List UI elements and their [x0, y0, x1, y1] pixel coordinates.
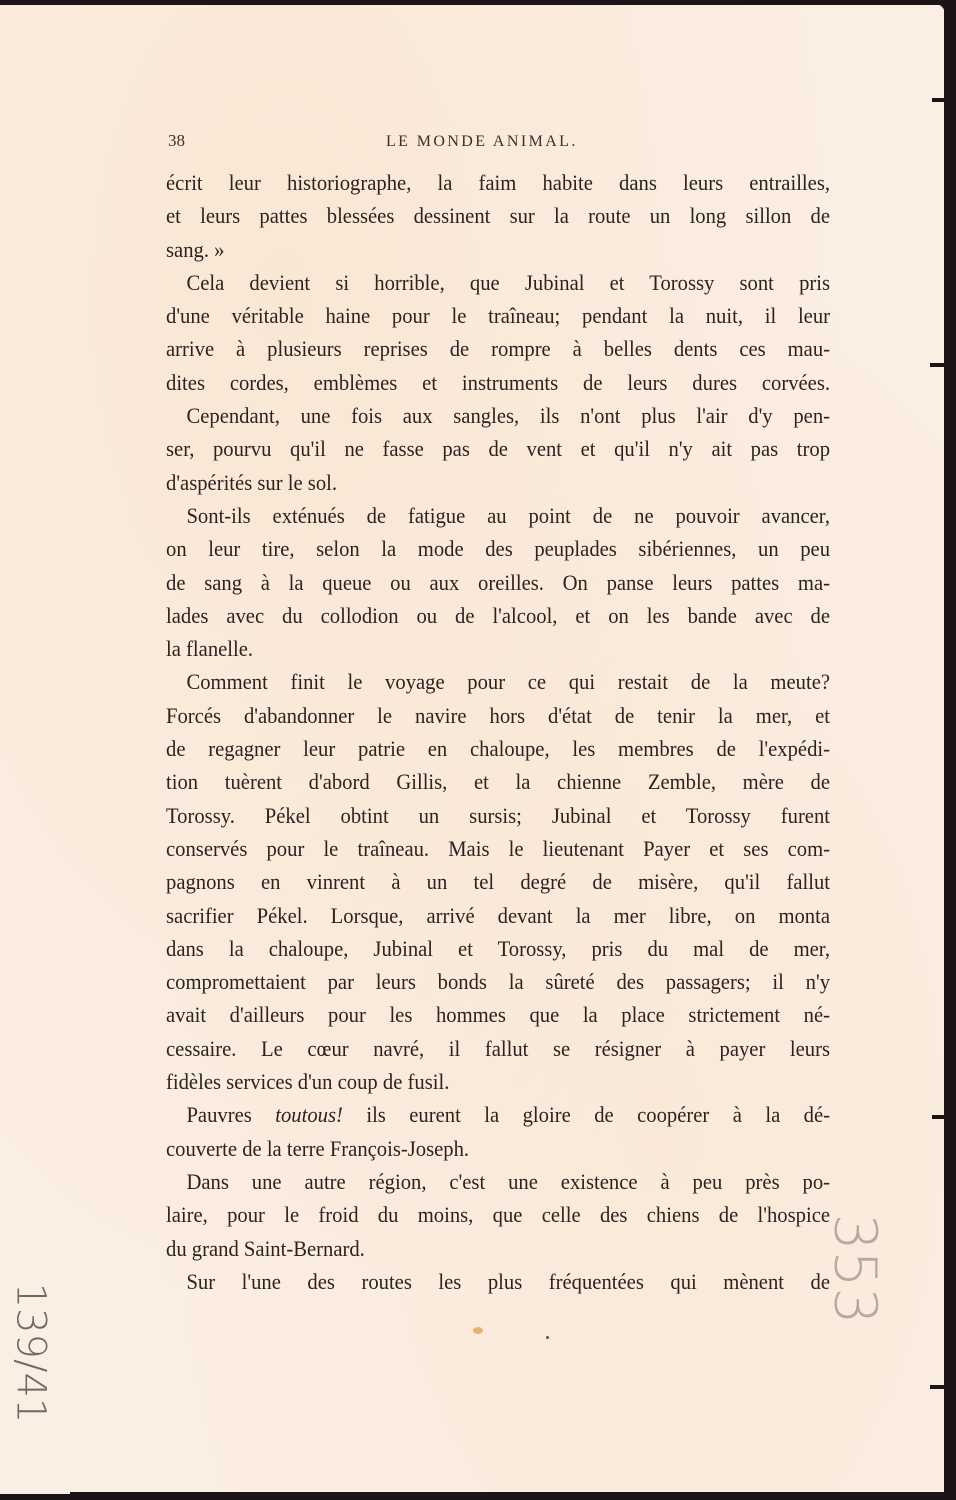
text-line: pagnons en vinrent à un tel degré de misère, qu'il fallut	[166, 869, 831, 895]
scan-edge-right	[944, 0, 956, 1500]
running-title: LE MONDE ANIMAL.	[386, 133, 578, 150]
scan-edge-top	[0, 0, 956, 5]
scan-edge-bottom	[70, 1492, 956, 1500]
text-line: dites cordes, emblèmes et instruments de leurs dures corvées.	[166, 369, 831, 395]
paragraph	[166, 166, 830, 266]
text-line: couverte de la terre François-Joseph.	[166, 1135, 470, 1161]
text-line: cessaire. Le cœur navré, il fallut se résigner à payer leurs	[166, 1035, 831, 1061]
text-line: Dans une autre région, c'est une existence à peu près po-	[186, 1168, 831, 1194]
text-line: tion tuèrent d'abord Gillis, et la chienne Zemble, mère de	[166, 769, 831, 795]
text-line: d'une véritable haine pour le traîneau; pendant la nuit, il leur	[166, 303, 831, 329]
edge-notch	[932, 1115, 946, 1119]
text-line: lades avec du collodion ou de l'alcool, et on les bande avec de	[166, 602, 831, 628]
paragraph	[166, 1165, 830, 1265]
text-line: Comment finit le voyage pour ce qui restait de la meute?	[186, 669, 831, 695]
paragraph	[166, 665, 830, 1098]
text-line: d'aspérités sur le sol.	[166, 469, 338, 495]
pencil-annotation-left: 139/41	[7, 1282, 54, 1424]
text-line: conservés pour le traîneau. Mais le lieutenant Payer et ses com-	[166, 835, 831, 861]
text-line: arrive à plusieurs reprises de rompre à belles dents ces mau-	[166, 336, 831, 362]
running-header	[168, 131, 830, 153]
paragraph	[166, 1098, 830, 1165]
text-line: Cependant, une fois aux sangles, ils n'ont plus l'air d'y pen-	[186, 403, 831, 429]
paragraph	[166, 499, 830, 665]
text-line: Sont-ils exténués de fatigue au point de ne pouvoir avancer,	[186, 502, 831, 528]
text-line: Cela devient si horrible, que Jubinal et Torossy sont pris	[186, 269, 831, 295]
text-line: ser, pourvu qu'il ne fasse pas de vent et qu'il n'y ait pas trop	[166, 436, 831, 462]
text-line: compromettaient par leurs bonds la sûreté des passagers; il n'y	[166, 969, 831, 995]
text-line: Forcés d'abandonner le navire hors d'état de tenir la mer, et	[166, 702, 831, 728]
text-line: écrit leur historiographe, la faim habite dans leurs entrailles,	[166, 170, 831, 195]
paragraph	[166, 399, 830, 499]
text-line: de regagner leur patrie en chaloupe, les membres de l'expédi-	[166, 736, 831, 762]
text-line: du grand Saint-Bernard.	[166, 1235, 365, 1261]
text-line: on leur tire, selon la mode des peuplades sibériennes, un peu	[166, 536, 831, 562]
text-line: sang. »	[166, 236, 225, 262]
edge-notch	[930, 363, 946, 367]
pencil-annotation-right: 353	[821, 1213, 890, 1325]
ink-speck	[546, 1336, 549, 1339]
paragraph	[166, 266, 830, 399]
edge-notch	[930, 1385, 946, 1389]
body-text	[166, 166, 830, 1298]
text-line: avait d'ailleurs pour les hommes que la place strictement né-	[166, 1002, 831, 1028]
italic-text: toutous!	[275, 1102, 343, 1128]
text-run: Pauvres	[186, 1102, 276, 1128]
text-line: Sur l'une des routes les plus fréquentées qui mènent de	[186, 1268, 831, 1294]
paragraph	[166, 1265, 830, 1298]
text-line	[166, 1098, 830, 1131]
text-line: la flanelle.	[166, 636, 254, 662]
foxing-spot	[473, 1327, 483, 1334]
text-line: laire, pour le froid du moins, que celle des chiens de l'hospice	[166, 1202, 831, 1228]
page-number: 38	[168, 131, 185, 150]
text-line: sacrifier Pékel. Lorsque, arrivé devant la mer libre, on monta	[166, 902, 831, 928]
edge-notch	[932, 98, 946, 102]
text-line: dans la chaloupe, Jubinal et Torossy, pris du mal de mer,	[166, 935, 831, 961]
text-line: Torossy. Pékel obtint un sursis; Jubinal et Torossy furent	[166, 802, 831, 828]
text-line: et leurs pattes blessées dessinent sur la route un long sillon de	[166, 203, 831, 229]
text-line: de sang à la queue ou aux oreilles. On panse leurs pattes ma-	[166, 569, 831, 595]
text-line: fidèles services d'un coup de fusil.	[166, 1069, 450, 1095]
text-run: ils eurent la gloire de coopérer à la dé-	[342, 1102, 831, 1128]
